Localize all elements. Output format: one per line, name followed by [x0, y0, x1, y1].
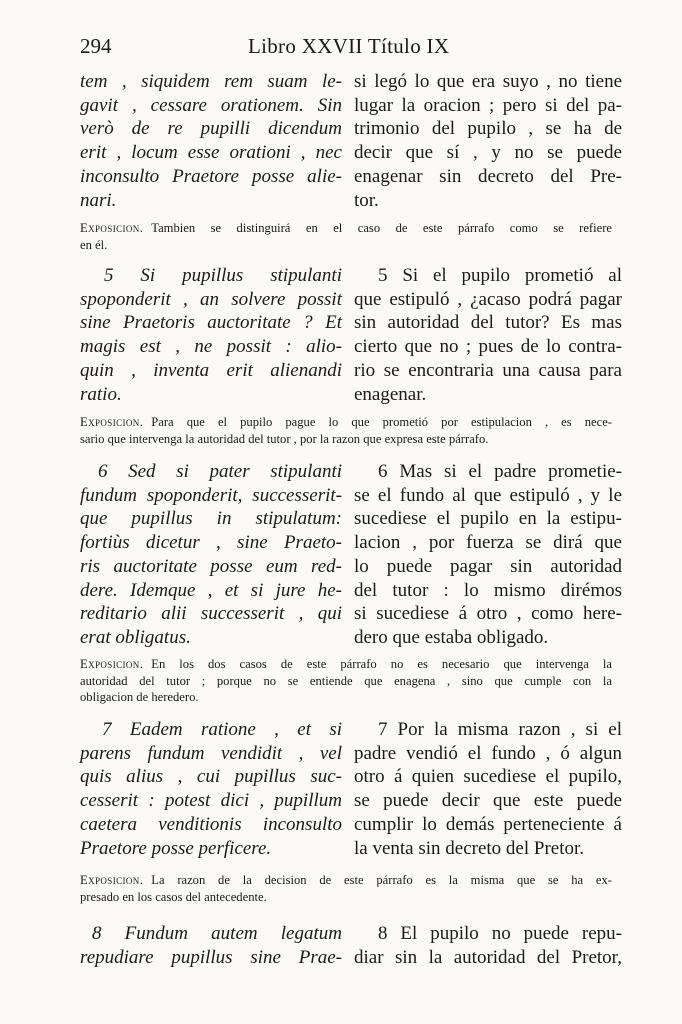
latin-column — [80, 70, 342, 212]
spanish-column — [354, 460, 622, 650]
spanish-line: rio se encontraria una causa para — [354, 359, 622, 381]
spanish-column — [354, 922, 622, 969]
exposicion-text: autoridad del tutor ; porque no se entiende que enagena , sino que cumple con la — [80, 673, 612, 688]
latin-column — [80, 264, 342, 406]
latin-line: 6 Sed si pater stipulanti — [98, 461, 342, 482]
latin-line: Praetore posse perficere. — [80, 837, 272, 859]
spanish-line: lacion , por fuerza se dirá que — [354, 532, 622, 554]
exposicion-note — [80, 872, 612, 905]
latin-line: repudiare pupillus sine Prae- — [80, 946, 342, 968]
latin-line: nari. — [80, 189, 117, 211]
latin-column — [80, 460, 342, 650]
latin-line: dere. Idemque , et si jure he- — [80, 579, 342, 601]
latin-line: que pupillus in stipulatum: — [80, 508, 342, 530]
latin-line: caetera venditionis inconsulto — [80, 813, 342, 835]
spanish-line: se puede decir que este puede — [354, 790, 622, 812]
spanish-column — [354, 70, 622, 212]
spanish-line: enagenar sin decreto del Pre- — [354, 165, 622, 187]
exposicion-note — [80, 656, 612, 706]
running-title: Libro XXVII Título IX — [248, 34, 450, 58]
spanish-line: cumplir lo demás perteneciente á — [354, 813, 622, 835]
latin-line: verò de re pupilli dicendum — [80, 118, 342, 140]
latin-line: ris auctoritate posse eum red- — [80, 555, 342, 577]
exposicion-note — [80, 414, 612, 447]
exposicion-text: La razon de la decision de este párrafo es la misma que se ha ex- — [151, 873, 612, 887]
exposicion-label: Exposicion. — [80, 873, 144, 887]
spanish-line: decir que sí , y no se puede — [354, 142, 622, 164]
latin-column — [80, 922, 342, 969]
spanish-line: cierto que no ; pues de lo contra- — [354, 336, 622, 358]
spanish-line: dero que estaba obligado. — [354, 626, 549, 648]
spanish-line: padre vendió el fundo , ó algun — [354, 742, 622, 764]
latin-line: inconsulto Praetore posse alie- — [80, 165, 342, 187]
exposicion-label: Exposicion. — [80, 657, 144, 671]
spanish-line: 5 Si el pupilo prometió al — [378, 265, 622, 286]
spanish-line: tor. — [354, 189, 379, 211]
spanish-line: diar sin la autoridad del Pretor, — [354, 946, 622, 968]
latin-line: tem , siquidem rem suam le- — [80, 71, 342, 92]
latin-line: fortiùs dicetur , sine Praeto- — [80, 532, 342, 554]
exposicion-text: en él. — [80, 237, 108, 252]
latin-line: gavit , cessare orationem. Sin — [80, 94, 342, 116]
spanish-line: sucediese el pupilo en la estipu- — [354, 508, 622, 530]
page-number: 294 — [80, 34, 112, 58]
spanish-column — [354, 718, 622, 860]
latin-line: quis alius , cui pupillus suc- — [80, 766, 342, 788]
exposicion-label: Exposicion. — [80, 415, 144, 429]
latin-line: erat obligatus. — [80, 626, 191, 648]
spanish-line: 7 Por la misma razon , si el — [378, 719, 622, 740]
spanish-line: la venta sin decreto del Pretor. — [354, 837, 585, 859]
latin-line: 8 Fundum autem legatum — [92, 923, 342, 944]
spanish-line: que estipuló , ¿acaso podrá pagar — [354, 288, 622, 310]
latin-line: fundum spoponderit, successerit- — [80, 484, 342, 506]
exposicion-text: obligacion de heredero. — [80, 690, 199, 704]
exposicion-text: Para que el pupilo pague lo que prometió por estipulacion , es nece- — [151, 415, 612, 429]
exposicion-text: presado en los casos del antecedente. — [80, 889, 267, 904]
spanish-line: sin autoridad del tutor? Es mas — [354, 312, 622, 334]
spanish-line: lugar la oracion ; pero si del pa- — [354, 94, 622, 116]
spanish-line: del tutor : lo mismo dirémos — [354, 579, 622, 601]
spanish-line: si legó lo que era suyo , no tiene — [354, 71, 622, 92]
spanish-line: lo puede pagar sin autoridad — [354, 555, 622, 577]
exposicion-text: sario que intervenga la autoridad del tutor , por la razon que expresa este párrafo. — [80, 431, 489, 446]
spanish-line: trimonio del pupilo , se ha de — [354, 118, 622, 140]
latin-line: spoponderit , an solvere possit — [80, 288, 342, 310]
exposicion-label: Exposicion. — [80, 221, 144, 235]
exposicion-note — [80, 220, 612, 253]
spanish-line: 6 Mas si el padre prometie- — [378, 461, 622, 482]
exposicion-text: Tambien se distinguirá en el caso de este párrafo como se refiere — [151, 221, 612, 235]
spanish-line: otro á quien sucediese el pupilo, — [354, 766, 622, 788]
latin-line: ratio. — [80, 383, 122, 405]
latin-column — [80, 718, 342, 860]
spanish-column — [354, 264, 622, 406]
latin-line: sine Praetoris auctoritate ? Et — [80, 312, 342, 334]
exposicion-text: En los dos casos de este párrafo no es necesario que intervenga la — [151, 657, 612, 671]
latin-line: reditario alii successerit , qui — [80, 603, 342, 625]
spanish-line: enagenar. — [354, 383, 427, 405]
latin-line: magis est , ne possit : alio- — [80, 336, 342, 358]
latin-line: cesserit : potest dici , pupillum — [80, 790, 342, 812]
page-header — [80, 34, 620, 64]
latin-line: quin , inventa erit alienandi — [80, 359, 342, 381]
spanish-line: si sucediese á otro , como here- — [354, 603, 622, 625]
spanish-line: 8 El pupilo no puede repu- — [378, 923, 622, 944]
latin-line: 7 Eadem ratione , et si — [102, 719, 342, 740]
latin-line: 5 Si pupillus stipulanti — [104, 265, 342, 286]
latin-line: erit , locum esse orationi , nec — [80, 142, 342, 164]
spanish-line: se el fundo al que estipuló , y le — [354, 484, 622, 506]
latin-line: parens fundum vendidit , vel — [80, 742, 342, 764]
